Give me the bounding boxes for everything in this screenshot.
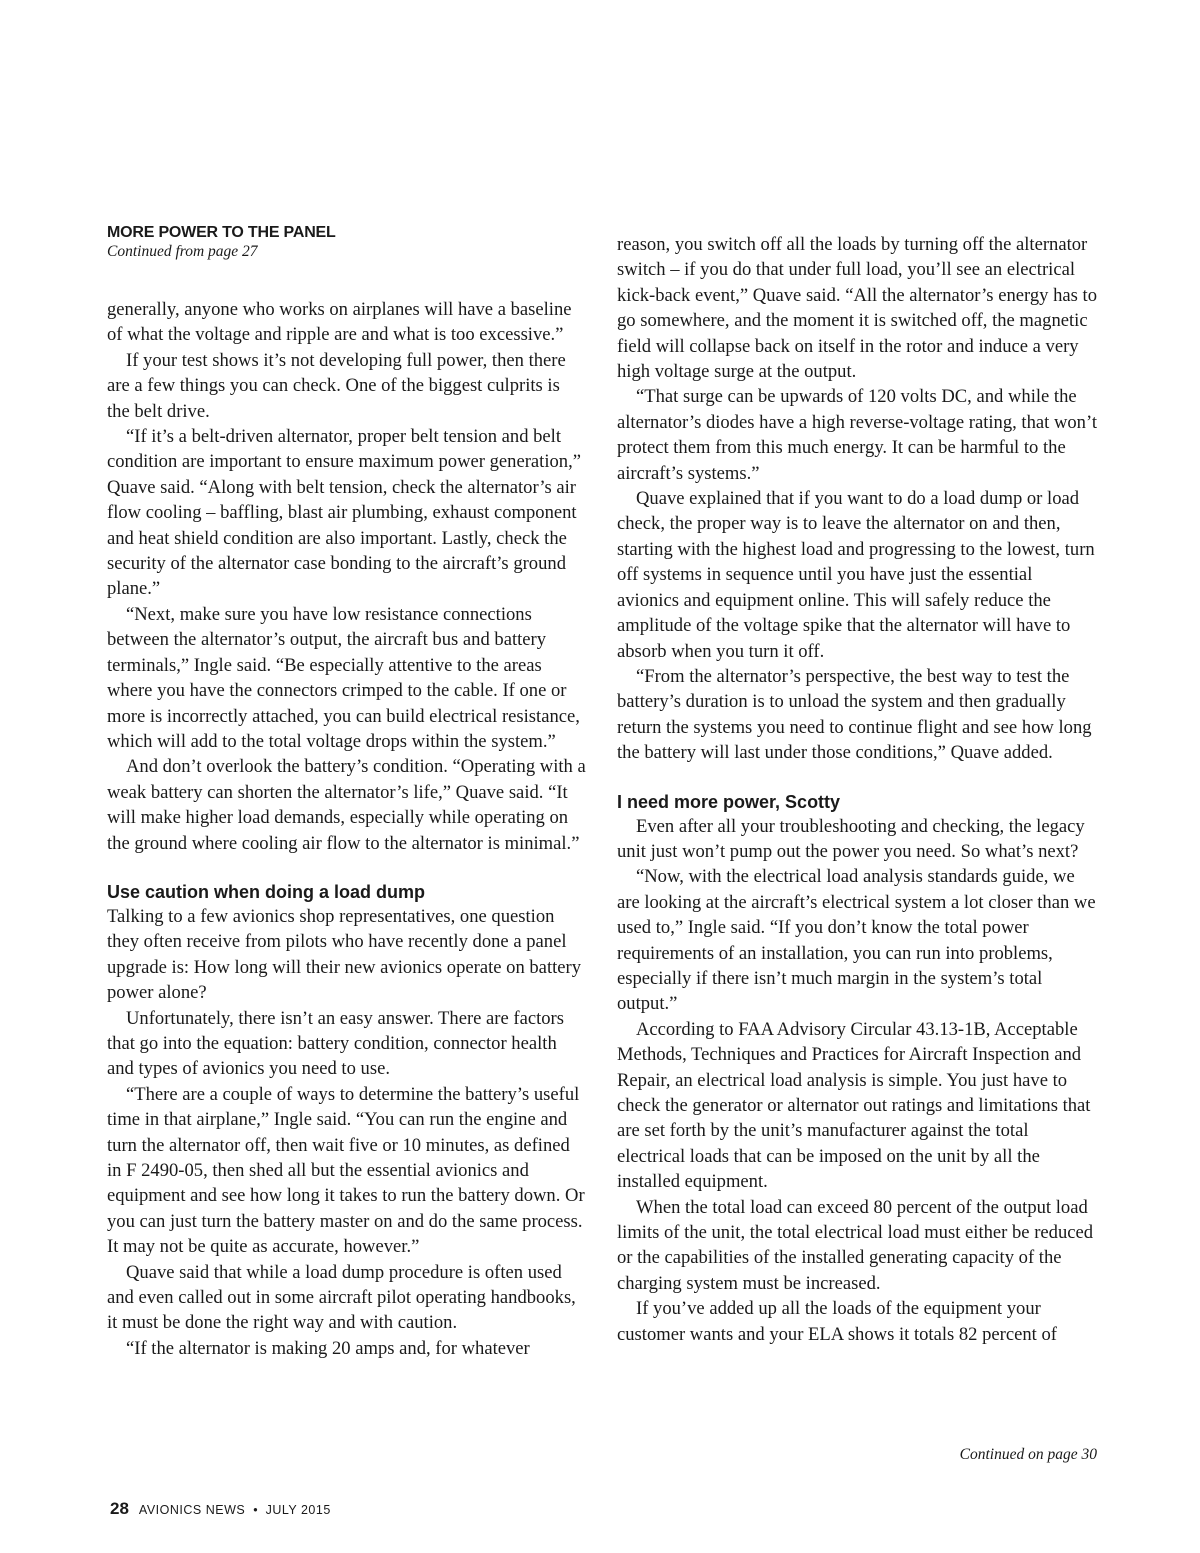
body-paragraph: Quave said that while a load dump procedure is often used and even called out in some aircraft pilot operating handbooks, it must be done the right way and with caution. (107, 1261, 576, 1334)
body-paragraph: When the total load can exceed 80 percent of the output load limits of the unit, the total electrical load must either be reduced or the capabilities of the installed generating capacity of the charging system must be increased. (617, 1196, 1094, 1294)
body-paragraph: “Next, make sure you have low resistance connections between the alternator’s output, the aircraft bus and battery terminals,” Ingle said. “Be especially attentive to the areas where you have the connectors crimped to the cable. If one or more is incorrectly attached, you can build electrical resistance, which will add to the total voltage drops within the system.” (107, 603, 580, 752)
right-column (617, 232, 1097, 1347)
page-footer (110, 1499, 331, 1519)
body-paragraph: “From the alternator’s perspective, the best way to test the battery’s duration is to unload the system and then gradually return the systems you need to continue flight and see how long the battery will last under those conditions,” Quave added. (617, 665, 1092, 764)
body-paragraph: “That surge can be upwards of 120 volts DC, and while the alternator’s diodes have a high reverse-voltage rating, that won’t protect them from this much energy. It can be harmful to the aircraft’s systems.” (617, 386, 1098, 484)
body-paragraph: Unfortunately, there isn’t an easy answer. There are factors that go into the equation: battery condition, connector health and types of avionics you need to use. (107, 1007, 564, 1080)
body-paragraph: If your test shows it’s not developing full power, then there are a few things you can check. One of the biggest culprits is the belt drive. (107, 349, 566, 422)
subheading-load-dump: Use caution when doing a load dump (107, 881, 426, 902)
footer-separator: • (253, 1503, 258, 1517)
body-paragraph: reason, you switch off all the loads by turning off the alternator switch – if you do that under full load, you’ll see an electrical kick-back event,” Quave said. “All the alternator’s energy has to go somewhere, and the moment it is switched off, the magnetic field will collapse back on itself in the rotor and induce a very high voltage surge at the output. (617, 234, 1097, 383)
continued-on-note: Continued on page 30 (959, 1446, 1097, 1463)
body-paragraph: “Now, with the electrical load analysis standards guide, we are looking at the aircraft’s electrical system a lot closer than we used to,” Ingle said. “If you don’t know the total power requirements of an installation, you can run into problems, especially if there isn’t much margin in the system’s total output.” (617, 866, 1096, 1015)
body-paragraph: Quave explained that if you want to do a load dump or load check, the proper way is to leave the alternator on and then, starting with the highest load and progressing to the lowest, turn off systems in sequence until you have just the essential avionics and equipment online. This will safely reduce the amplitude of the voltage spike that the alternator will have to absorb when you turn it off. (617, 488, 1095, 662)
issue-date: JULY 2015 (265, 1503, 331, 1517)
body-paragraph: According to FAA Advisory Circular 43.13-1B, Acceptable Methods, Techniques and Practices for Aircraft Inspection and Repair, an electrical load analysis is simple. You just have to check the generator or alternator out ratings and limitations that are set forth by the unit’s manufacturer against the total electrical loads that can be imposed on the unit by all the installed equipment. (617, 1018, 1091, 1193)
body-paragraph: Even after all your troubleshooting and checking, the legacy unit just won’t pump out the power you need. So what’s next? (617, 815, 1085, 862)
body-paragraph: If you’ve added up all the loads of the equipment your customer wants and your ELA shows it totals 82 percent of (617, 1298, 1057, 1345)
body-paragraph: “If it’s a belt-driven alternator, proper belt tension and belt condition are important to ensure maximum power generation,” Quave said. “Along with belt tension, check the alternator’s air flow cooling – baffling, blast air plumbing, exhaust component and heat shield condition are also important. Lastly, check the security of the alternator case bonding to the aircraft’s ground plane.” (107, 426, 581, 600)
body-paragraph: And don’t overlook the battery’s condition. “Operating with a weak battery can shorten the alternator’s life,” Quave said. “It will make higher load demands, especially while operating on the ground where cooling air flow to the alternator is minimal.” (107, 756, 586, 854)
page-number: 28 (110, 1499, 129, 1518)
subheading-more-power: I need more power, Scotty (617, 791, 841, 812)
body-paragraph: Talking to a few avionics shop representatives, one question they often receive from pilots who have recently done a panel upgrade is: How long will their new avionics operate on battery power alone? (107, 905, 582, 1004)
left-column (107, 223, 587, 1361)
continued-from-note: Continued from page 27 (107, 243, 258, 260)
body-paragraph: “If the alternator is making 20 amps and, for whatever (126, 1337, 530, 1359)
body-paragraph: generally, anyone who works on airplanes will have a baseline of what the voltage and ripple are and what is too excessive.” (107, 299, 572, 346)
publication-name: AVIONICS NEWS (138, 1503, 246, 1517)
body-paragraph: “There are a couple of ways to determine the battery’s useful time in that airplane,” Ingle said. “You can run the engine and turn the alternator off, then wait five or 10 minutes, as defined in F 2490-05, then shed all but the essential avionics and equipment and see how long it takes to run the battery down. Or you can just turn the battery master on and do the same process. It may not be quite as accurate, however.” (107, 1083, 585, 1258)
section-kicker: MORE POWER TO THE PANEL (107, 224, 336, 241)
